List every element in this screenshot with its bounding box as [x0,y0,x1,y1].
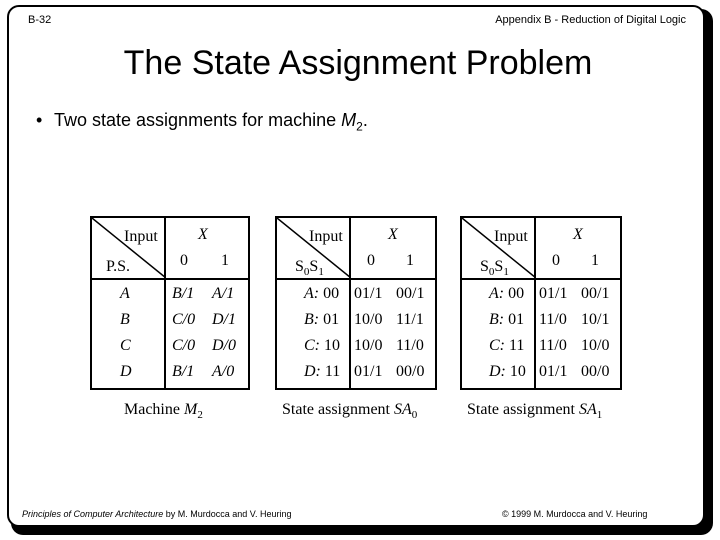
caption-sa1 [467,401,602,421]
caption-sub: 1 [596,409,603,422]
table-cell: 01/1 [354,363,383,380]
table-cell: 11/0 [539,337,567,354]
caption-text: State assignment [282,401,394,418]
table-cell: 10/0 [581,337,610,354]
corner-input-label: Input [124,228,158,245]
table-cell: 11/1 [396,311,424,328]
bullet-period: . [362,110,368,130]
table-cell: 00/1 [396,285,425,302]
state-label: A [120,285,130,302]
state-label: D [120,363,132,380]
state-code: B: 01 [489,311,525,328]
table-cell: 01/1 [539,285,568,302]
state-table-m2 [90,216,250,390]
column-divider [164,218,166,388]
bullet-dot-icon: • [36,110,43,130]
input-variable: X [388,226,398,243]
table-cell: B/1 [172,285,195,302]
table-cell: 01/1 [354,285,383,302]
state-label: B [120,311,130,328]
input-variable: X [573,226,583,243]
table-cell: 00/0 [581,363,610,380]
column-header-1: 1 [406,252,414,269]
appendix-header: Appendix B - Reduction of Digital Logic [495,14,686,26]
caption-var: SA [578,401,597,418]
column-header-0: 0 [367,252,375,269]
table-cell: D/1 [212,311,236,328]
table-cell: 10/0 [354,311,383,328]
state-table-sa1 [460,216,622,390]
table-cell: A/0 [212,363,235,380]
state-code: A: 00 [489,285,525,302]
caption-var: M [183,401,198,418]
state-code: D: 11 [304,363,341,380]
column-header-1: 1 [591,252,599,269]
footer-copyright: © 1999 M. Murdocca and V. Heuring [502,509,648,519]
corner-input-label: Input [309,228,343,245]
corner-ps-label: P.S. [106,258,131,275]
column-divider [534,218,536,388]
table-cell: D/0 [212,337,236,354]
caption-machine-m2 [124,401,203,421]
state-code: D: 10 [489,363,526,380]
column-header-0: 0 [180,252,188,269]
table-cell: 10/0 [354,337,383,354]
state-code: B: 01 [304,311,340,328]
state-code: C: 11 [489,337,525,354]
table-cell: 10/1 [581,311,610,328]
caption-sub: 2 [197,409,203,422]
state-code: A: 00 [304,285,340,302]
table-cell: 01/1 [539,363,568,380]
table-cell: C/0 [172,337,196,354]
state-code: C: 10 [304,337,340,354]
caption-text: Machine [124,401,184,418]
bullet-machine-name: M [341,110,357,130]
caption-sa0 [282,401,417,421]
page-number: B-32 [28,14,52,26]
column-header-1: 1 [221,252,229,269]
table-cell: A/1 [212,285,235,302]
footer-authors: by M. Murdocca and V. Heuring [163,509,292,519]
table-cell: 11/0 [396,337,424,354]
table-cell: 00/1 [581,285,610,302]
footer-book-title: Principles of Computer Architecture [22,509,164,519]
table-cell: B/1 [172,363,195,380]
table-cell: 00/0 [396,363,425,380]
footer-credit [22,509,291,519]
state-table-sa0 [275,216,437,390]
input-variable: X [198,226,208,243]
column-divider [349,218,351,388]
caption-text: State assignment [467,401,579,418]
corner-state-vars: $S_0S_1$ [480,258,509,279]
table-cell: C/0 [172,311,196,328]
bullet-text: Two state assignments for machine [54,110,342,130]
table-cell: 11/0 [539,311,567,328]
caption-sub: 0 [411,409,418,422]
caption-var: SA [393,401,412,418]
state-label: C [120,337,131,354]
corner-input-label: Input [494,228,528,245]
corner-state-vars: $S_0S_1$ [295,258,324,279]
slide-title: The State Assignment Problem [123,44,593,82]
column-header-0: 0 [552,252,560,269]
bullet-machine-sub: 2 [356,119,363,134]
bullet-item [36,110,368,134]
